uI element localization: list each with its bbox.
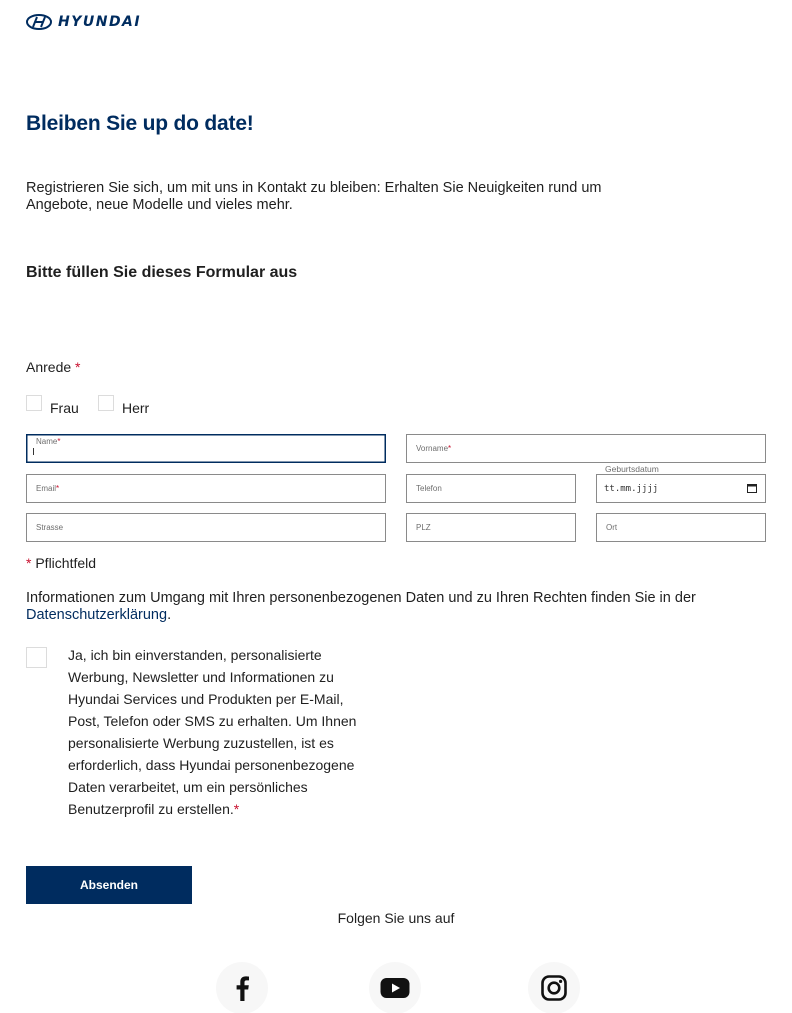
privacy-info-text: Informationen zum Umgang mit Ihren personenbezogenen Daten und zu Ihren Rechten finden Sie in der [26,590,696,606]
hyundai-emblem-icon [26,14,52,30]
plz-field[interactable] [406,513,576,542]
form-title: Bitte füllen Sie dieses Formular aus [26,264,298,281]
geburtsdatum-label: Geburtsdatum [602,464,662,474]
text-caret [33,448,34,455]
follow-us-label: Folgen Sie uns auf [337,910,455,926]
email-field[interactable] [26,474,386,503]
anrede-label [26,359,81,375]
instagram-link[interactable] [528,962,580,1013]
brand-name: HYUNDAI [58,14,142,30]
salutation-frau[interactable] [26,395,79,416]
telefon-field-label: Telefon [416,484,442,493]
consent-checkbox[interactable] [26,647,47,668]
email-field-label-text: Email [36,484,57,493]
required-mark: * [56,484,60,493]
vorname-field-label [416,444,451,453]
strasse-field-label: Strasse [36,523,64,532]
name-field-label [36,437,60,446]
salutation-frau-label: Frau [50,400,79,416]
privacy-policy-link[interactable]: Datenschutzerklärung [26,607,168,623]
required-mark: * [448,444,452,453]
ort-field[interactable] [596,513,766,542]
ort-field-label: Ort [606,523,618,532]
required-mark: * [75,359,81,375]
required-field-note [26,555,96,571]
youtube-link[interactable] [369,962,421,1013]
privacy-period: . [167,607,172,623]
telefon-field[interactable] [406,474,576,503]
salutation-herr[interactable] [98,395,149,416]
name-field[interactable] [26,434,386,463]
strasse-field[interactable] [26,513,386,542]
anrede-label-text: Anrede [26,359,72,375]
vorname-field[interactable] [406,434,766,463]
submit-button[interactable]: Absenden [26,866,192,904]
plz-field-label: PLZ [416,523,431,532]
required-field-note-text: Pflichtfeld [35,555,97,571]
facebook-icon [233,975,251,1001]
salutation-frau-checkbox[interactable] [26,395,42,411]
required-mark: * [233,801,240,817]
geburtsdatum-field[interactable] [596,474,766,503]
vorname-field-label-text: Vorname [416,444,449,453]
salutation-herr-checkbox[interactable] [98,395,114,411]
youtube-icon [380,977,410,999]
page-title: Bleiben Sie up do date! [26,112,254,135]
name-field-label-text: Name [36,437,58,446]
intro-text: Registrieren Sie sich, um mit uns in Kontakt zu bleiben: Erhalten Sie Neuigkeiten rund um Angebote, neue Modelle und vieles mehr. [26,180,602,213]
calendar-icon[interactable] [747,483,757,493]
instagram-icon [541,975,567,1001]
hyundai-logo[interactable] [26,14,141,30]
consent-text [68,644,373,820]
email-field-label [36,484,59,493]
privacy-info [26,590,766,624]
geburtsdatum-placeholder: tt.mm.jjjj [604,484,659,494]
required-mark: * [26,555,32,571]
required-mark: * [57,437,61,446]
facebook-link[interactable] [216,962,268,1013]
consent-text-body: Ja, ich bin einverstanden, personalisierte Werbung, Newsletter und Informationen zu Hyundai Services und Produkten per E-Mail, Post, Telefon oder SMS zu erhalten. Um Ihnen personalisierte Werbung zuzustellen, ist es erforderlich, dass Hyundai personenbezogene Daten verarbeitet, um ein persönliches Benutzerprofil zu erstellen. [68,647,357,817]
salutation-herr-label: Herr [122,400,150,416]
